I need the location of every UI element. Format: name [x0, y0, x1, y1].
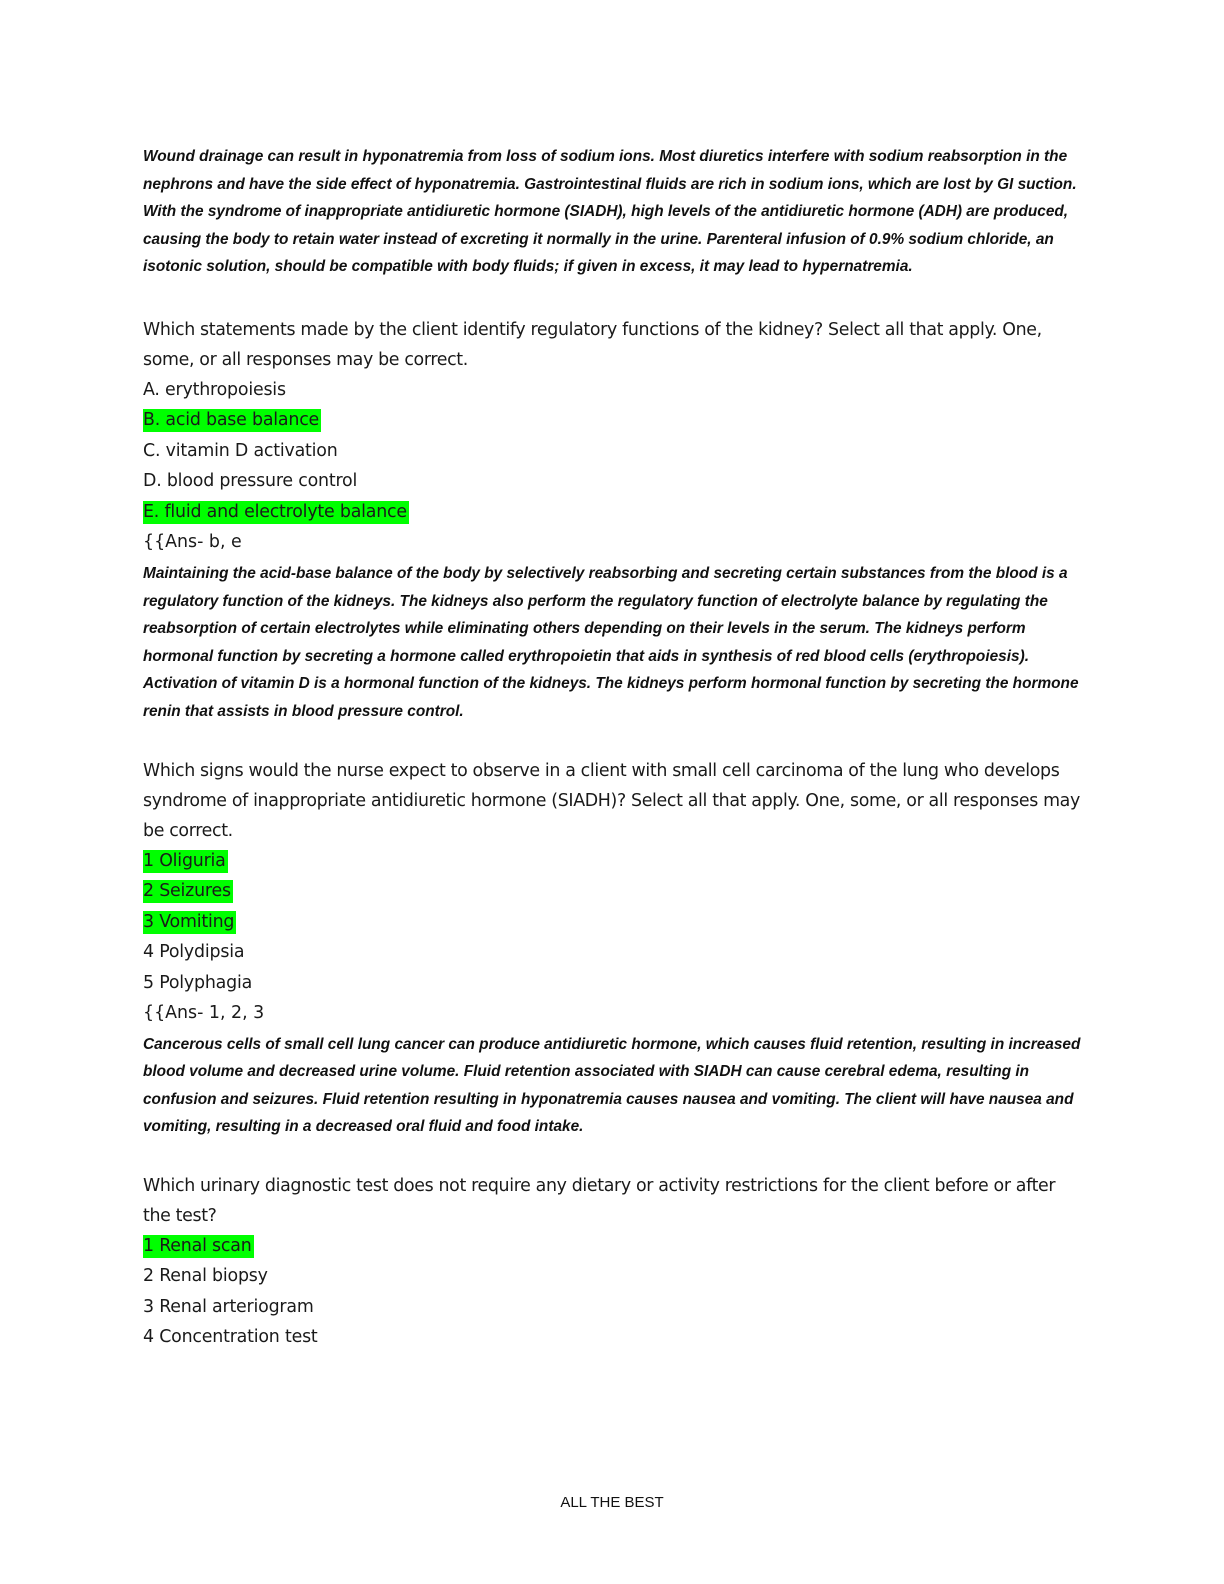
answer-key: {{Ans- 1, 2, 3 — [143, 1003, 265, 1024]
question-stem: Which urinary diagnostic test does not require any dietary or activity restrictions for the client before or after the test? — [143, 1175, 1056, 1226]
option-text-highlighted: E. fluid and electrolyte balance — [143, 501, 407, 522]
option-text-highlighted: B. acid base balance — [143, 410, 320, 431]
answer-option-correct — [143, 846, 1083, 877]
question-rationale: Cancerous cells of small cell lung cancer can produce antidiuretic hormone, which causes fluid retention, resulting in increased blood volume and decreased urine volume. Fluid retention associated with SIADH can cause cerebral edema, resulting in confusion and seizures. Fluid retention resulting in hyponatremia causes nausea and vomiting. The client will have nausea and vomiting, resulting in a decreased oral fluid and food intake. — [143, 1035, 1081, 1136]
option-text: 4 Polydipsia — [143, 942, 245, 963]
option-text-highlighted: 1 Renal scan — [143, 1235, 252, 1256]
answer-option — [143, 968, 1083, 999]
answer-key: {{Ans- b, e — [143, 532, 242, 553]
option-text: 4 Concentration test — [143, 1327, 318, 1348]
question-stem: Which signs would the nurse expect to observe in a client with small cell carcinoma of the lung who develops syndrome of inappropriate antidiuretic hormone (SIADH)? Select all that apply. One, some, or all responses may be correct. — [143, 760, 1080, 841]
answer-option-correct — [143, 405, 1083, 436]
document-page — [143, 143, 1083, 1353]
option-text: 3 Renal arteriogram — [143, 1296, 314, 1317]
option-text: 5 Polyphagia — [143, 972, 253, 993]
option-text: 2 Renal biopsy — [143, 1266, 268, 1287]
answer-option — [143, 1261, 1083, 1292]
answer-option-correct — [143, 1231, 1083, 1262]
answer-option-correct — [143, 907, 1083, 938]
page-footer: ALL THE BEST — [560, 1494, 664, 1511]
option-text-highlighted: 2 Seizures — [143, 881, 231, 902]
answer-option — [143, 1292, 1083, 1323]
option-text: C. vitamin D activation — [143, 440, 338, 461]
answer-option — [143, 466, 1083, 497]
option-text-highlighted: 3 Vomiting — [143, 911, 235, 932]
answer-option — [143, 937, 1083, 968]
question-block-2 — [143, 756, 1083, 1141]
answer-option — [143, 436, 1083, 467]
question-block-1 — [143, 315, 1083, 726]
question-block-3 — [143, 1171, 1083, 1353]
option-text-highlighted: 1 Oliguria — [143, 850, 226, 871]
answer-option — [143, 1322, 1083, 1353]
answer-option-correct — [143, 497, 1083, 528]
question-rationale: Maintaining the acid-base balance of the body by selectively reabsorbing and secreting certain substances from the blood is a regulatory function of the kidneys. The kidneys also perform the regulatory function of electrolyte balance by regulating the reabsorption of certain electrolytes while eliminating others depending on their levels in the serum. The kidneys perform hormonal function by secreting a hormone called erythropoietin that aids in synthesis of red blood cells (erythropoiesis). Activation of vitamin D is a hormonal function of the kidneys. The kidneys perform hormonal function by secreting the hormone renin that assists in blood pressure control. — [143, 564, 1079, 720]
intro-rationale: Wound drainage can result in hyponatremia from loss of sodium ions. Most diuretics interfere with sodium reabsorption in the nephrons and have the side effect of hyponatremia. Gastrointestinal fluids are rich in sodium ions, which are lost by GI suction. With the syndrome of inappropriate antidiuretic hormone (SIADH), high levels of the antidiuretic hormone (ADH) are produced, causing the body to retain water instead of excreting it normally in the urine. Parenteral infusion of 0.9% sodium chloride, an isotonic solution, should be compatible with body fluids; if given in excess, it may lead to hypernatremia. — [143, 148, 1077, 276]
answer-option — [143, 375, 1083, 406]
question-stem: Which statements made by the client identify regulatory functions of the kidney? Select all that apply. One, some, or all responses may be correct. — [143, 319, 1042, 370]
option-text: A. erythropoiesis — [143, 379, 286, 400]
answer-option-correct — [143, 876, 1083, 907]
option-text: D. blood pressure control — [143, 471, 358, 492]
